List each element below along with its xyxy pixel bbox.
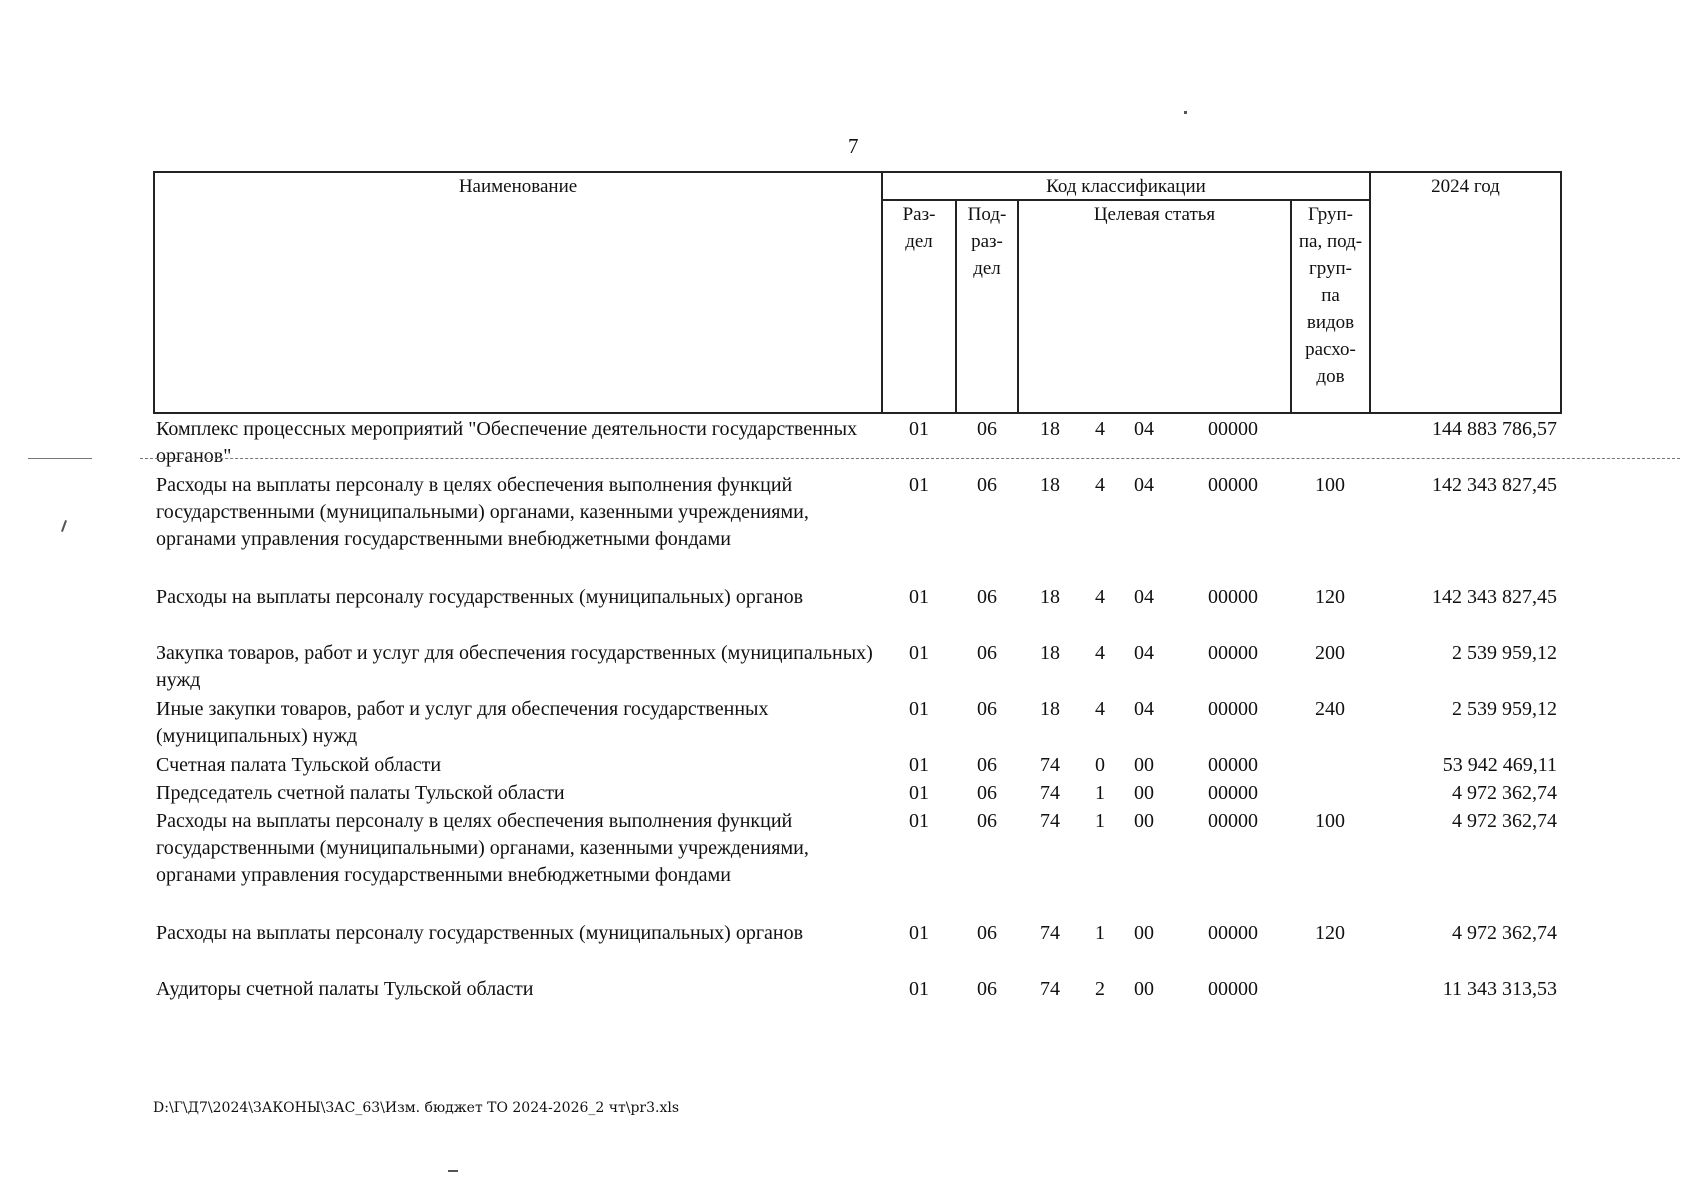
row-target-program: 74 bbox=[1040, 754, 1060, 776]
row-target-direction: 00000 bbox=[1208, 586, 1258, 608]
row-amount: 142 343 827,45 bbox=[1432, 586, 1557, 608]
row-expense-group: 120 bbox=[1315, 922, 1345, 944]
scan-speck bbox=[448, 1170, 458, 1172]
row-target-type: 0 bbox=[1095, 754, 1105, 776]
row-section: 01 bbox=[909, 978, 929, 1000]
row-target-subprogram: 00 bbox=[1134, 782, 1154, 804]
scan-dashed-line bbox=[140, 458, 1680, 459]
row-section: 01 bbox=[909, 474, 929, 496]
row-section: 01 bbox=[909, 642, 929, 664]
row-name: Расходы на выплаты персоналу государственных (муниципальных) органов bbox=[156, 586, 804, 608]
row-amount: 11 343 313,53 bbox=[1442, 978, 1557, 1000]
row-target-subprogram: 04 bbox=[1134, 418, 1154, 440]
row-amount: 4 972 362,74 bbox=[1452, 782, 1557, 804]
row-target-program: 74 bbox=[1040, 810, 1060, 832]
row-section: 01 bbox=[909, 418, 929, 440]
row-target-direction: 00000 bbox=[1208, 922, 1258, 944]
row-target-type: 4 bbox=[1095, 418, 1105, 440]
row-name: Иные закупки товаров, работ и услуг для обеспечения государственных (муниципальных) нужд bbox=[156, 698, 769, 747]
row-section: 01 bbox=[909, 810, 929, 832]
row-subsection: 06 bbox=[977, 754, 997, 776]
row-name: Комплекс процессных мероприятий "Обеспечение деятельности государственных органов" bbox=[156, 418, 858, 467]
row-subsection: 06 bbox=[977, 698, 997, 720]
row-target-direction: 00000 bbox=[1208, 782, 1258, 804]
row-amount: 53 942 469,11 bbox=[1442, 754, 1557, 776]
row-subsection: 06 bbox=[977, 642, 997, 664]
header-divider bbox=[1017, 199, 1019, 414]
row-target-subprogram: 00 bbox=[1134, 978, 1154, 1000]
row-name: Аудиторы счетной палаты Тульской области bbox=[156, 978, 534, 1000]
header-subsection: Под- раз- дел bbox=[967, 204, 1007, 279]
row-section: 01 bbox=[909, 782, 929, 804]
row-target-program: 18 bbox=[1040, 586, 1060, 608]
row-target-type: 2 bbox=[1095, 978, 1105, 1000]
row-amount: 4 972 362,74 bbox=[1452, 810, 1557, 832]
row-expense-group: 240 bbox=[1315, 698, 1345, 720]
row-subsection: 06 bbox=[977, 978, 997, 1000]
row-name: Закупка товаров, работ и услуг для обеспечения государственных (муниципальных) нужд bbox=[156, 642, 873, 691]
footer-file-path: D:\Г\Д7\2024\ЗАКОНЫ\ЗАС_63\Изм. бюджет ТО 2024-2026_2 чт\pr3.xls bbox=[153, 1100, 680, 1116]
row-target-direction: 00000 bbox=[1208, 474, 1258, 496]
row-section: 01 bbox=[909, 586, 929, 608]
row-target-type: 4 bbox=[1095, 698, 1105, 720]
row-target-subprogram: 04 bbox=[1134, 474, 1154, 496]
row-target-program: 74 bbox=[1040, 978, 1060, 1000]
row-target-program: 18 bbox=[1040, 698, 1060, 720]
row-target-type: 1 bbox=[1095, 810, 1105, 832]
row-target-direction: 00000 bbox=[1208, 810, 1258, 832]
row-target-type: 1 bbox=[1095, 782, 1105, 804]
scan-speck bbox=[1184, 111, 1187, 114]
row-subsection: 06 bbox=[977, 474, 997, 496]
row-name: Счетная палата Тульской области bbox=[156, 754, 442, 776]
row-target-program: 18 bbox=[1040, 474, 1060, 496]
row-amount: 144 883 786,57 bbox=[1432, 418, 1557, 440]
row-subsection: 06 bbox=[977, 922, 997, 944]
row-target-type: 4 bbox=[1095, 474, 1105, 496]
row-name: Расходы на выплаты персоналу в целях обеспечения выполнения функций государственными (муниципальными) органами, казенными учреждениями, органами управления государственными внебюджетными фондами bbox=[156, 810, 809, 886]
row-target-program: 74 bbox=[1040, 782, 1060, 804]
row-target-subprogram: 00 bbox=[1134, 810, 1154, 832]
row-target-type: 4 bbox=[1095, 642, 1105, 664]
row-subsection: 06 bbox=[977, 782, 997, 804]
row-expense-group: 100 bbox=[1315, 810, 1345, 832]
row-expense-group: 200 bbox=[1315, 642, 1345, 664]
row-subsection: 06 bbox=[977, 586, 997, 608]
row-target-program: 18 bbox=[1040, 642, 1060, 664]
row-name: Расходы на выплаты персоналу государственных (муниципальных) органов bbox=[156, 922, 804, 944]
row-target-direction: 00000 bbox=[1208, 978, 1258, 1000]
row-amount: 2 539 959,12 bbox=[1452, 642, 1557, 664]
row-section: 01 bbox=[909, 754, 929, 776]
row-expense-group: 120 bbox=[1315, 586, 1345, 608]
row-target-direction: 00000 bbox=[1208, 754, 1258, 776]
row-target-type: 4 bbox=[1095, 586, 1105, 608]
row-target-subprogram: 00 bbox=[1134, 754, 1154, 776]
scan-speck bbox=[61, 520, 67, 532]
row-section: 01 bbox=[909, 698, 929, 720]
header-divider bbox=[1369, 171, 1371, 414]
row-target-program: 74 bbox=[1040, 922, 1060, 944]
row-name: Председатель счетной палаты Тульской области bbox=[156, 782, 565, 804]
header-code-classification: Код классификации bbox=[1046, 176, 1206, 197]
header-name: Наименование bbox=[458, 176, 578, 197]
row-amount: 142 343 827,45 bbox=[1432, 474, 1557, 496]
row-target-direction: 00000 bbox=[1208, 698, 1258, 720]
row-name: Расходы на выплаты персоналу в целях обеспечения выполнения функций государственными (муниципальными) органами, казенными учреждениями, органами управления государственными внебюджетными фондами bbox=[156, 474, 809, 550]
row-amount: 4 972 362,74 bbox=[1452, 922, 1557, 944]
row-subsection: 06 bbox=[977, 810, 997, 832]
row-target-subprogram: 00 bbox=[1134, 922, 1154, 944]
header-target-article: Целевая статья bbox=[1093, 204, 1216, 225]
row-target-program: 18 bbox=[1040, 418, 1060, 440]
header-expense-group: Груп- па, под- груп- па видов расхо- дов bbox=[1298, 204, 1363, 387]
row-target-subprogram: 04 bbox=[1134, 642, 1154, 664]
header-section: Раз- дел bbox=[902, 204, 936, 252]
row-amount: 2 539 959,12 bbox=[1452, 698, 1557, 720]
page-number: 7 bbox=[848, 134, 859, 158]
row-target-subprogram: 04 bbox=[1134, 698, 1154, 720]
row-section: 01 bbox=[909, 922, 929, 944]
row-expense-group: 100 bbox=[1315, 474, 1345, 496]
row-subsection: 06 bbox=[977, 418, 997, 440]
scan-mark bbox=[28, 458, 92, 459]
row-target-type: 1 bbox=[1095, 922, 1105, 944]
row-target-direction: 00000 bbox=[1208, 418, 1258, 440]
header-year: 2024 год bbox=[1431, 176, 1500, 197]
row-target-direction: 00000 bbox=[1208, 642, 1258, 664]
row-target-subprogram: 04 bbox=[1134, 586, 1154, 608]
